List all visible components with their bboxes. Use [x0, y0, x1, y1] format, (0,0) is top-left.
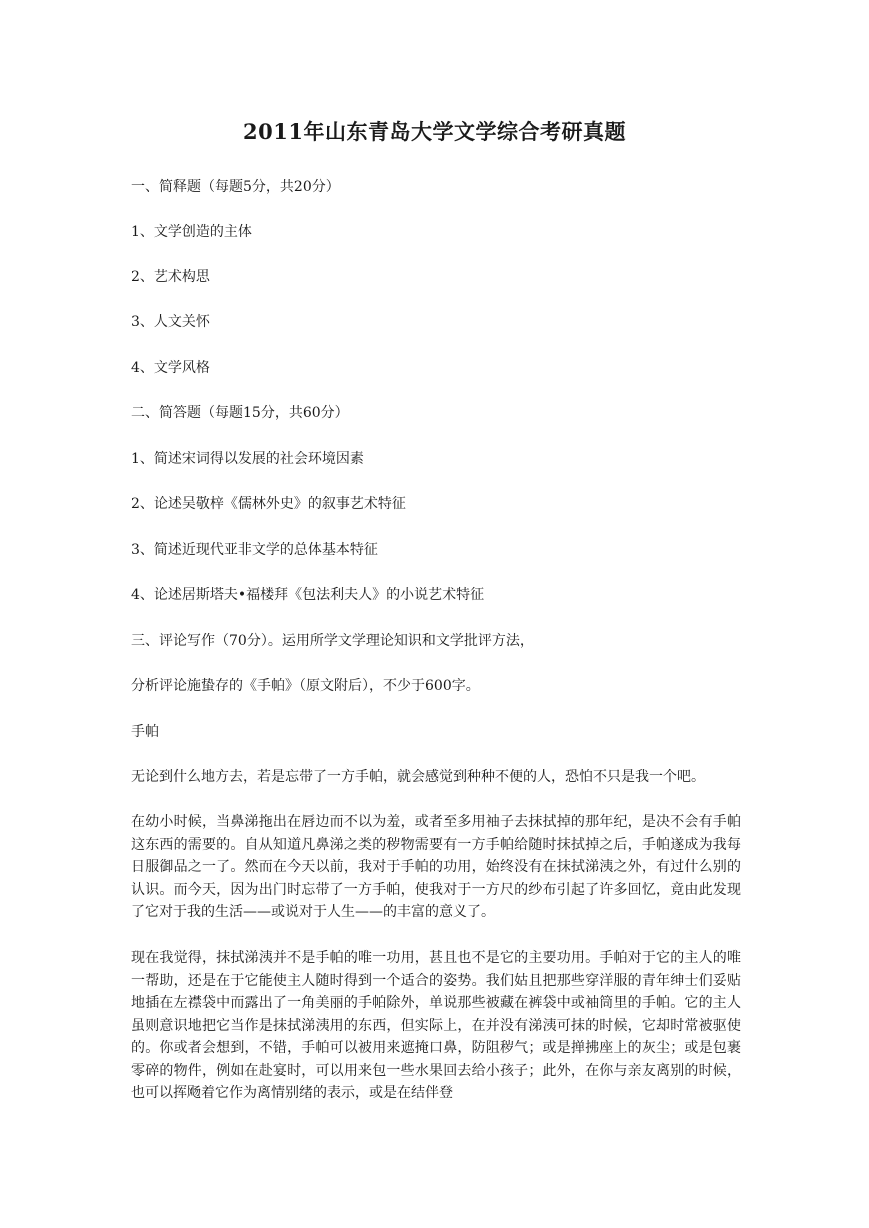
section-2-heading: 二、简答题（每题15分，共60分） — [131, 405, 349, 421]
section-1-heading: 一、简释题（每题5分，共20分） — [131, 179, 340, 195]
section-3-heading: 三、评论写作（70分）。运用所学文学理论知识和文学批评方法， — [131, 633, 534, 649]
section-2-item: 1、简述宋词得以发展的社会环境因素 — [131, 451, 364, 467]
section-2-item: 3、简述近现代亚非文学的总体基本特征 — [131, 542, 378, 558]
section-1-item: 4、文学风格 — [131, 360, 210, 376]
essay-paragraph: 现在我觉得，抹拭涕洟并不是手帕的唯一功用，甚且也不是它的主要功用。手帕对于它的主人的唯一帮助，还是在于它能使主人随时得到一个适合的姿势。我们姑且把那些穿洋服的青年绅士们妥贴地插在左襟袋中而露出了一角美丽的手帕除外，单说那些被藏在裤袋中或袖筒里的手帕。它的主人虽则意识地把它当作是抹拭涕洟用的东西，但实际上，在并没有涕洟可抹的时候，它却时常被驱使的。你或者会想到，不错，手帕可以被用来遮掩口鼻，防阻秽气；或是掸拂座上的灰尘；或是包裹零碎的物件，例如在赴宴时，可以用来包一些水果回去给小孩子；此外，在你与亲友离别的时候，也可以挥飏着它作为离情别绪的表示，或是在结伴登 — [131, 950, 741, 1101]
document-title: 2011年山东青岛大学文学综合考研真题 — [243, 119, 626, 144]
section-1-item: 2、艺术构思 — [131, 269, 210, 285]
essay-title: 手帕 — [131, 724, 159, 740]
essay-paragraph: 无论到什么地方去，若是忘带了一方手帕，就会感觉到种种不便的人，恐怕不只是我一个吧。 — [131, 769, 705, 785]
section-2-item: 4、论述居斯塔夫•福楼拜《包法利夫人》的小说艺术特征 — [131, 587, 485, 603]
section-3-instruction: 分析评论施蛰存的《手帕》（原文附后），不少于600字。 — [131, 678, 480, 694]
section-1-item: 3、人文关怀 — [131, 314, 210, 330]
essay-paragraph: 在幼小时候，当鼻涕拖出在唇边而不以为羞，或者至多用袖子去抹拭掉的那年纪，是决不会有手帕这东西的需要的。自从知道凡鼻涕之类的秽物需要有一方手帕给随时抹拭掉之后，手帕遂成为我每日服御品之一了。然而在今天以前，我对于手帕的功用，始终没有在抹拭涕洟之外，有过什么别的认识。而今天，因为出门时忘带了一方手帕，使我对于一方尺的纱布引起了许多回忆，竟由此发现了它对于我的生活——或说对于人生——的丰富的意义了。 — [131, 814, 741, 920]
section-2-item: 2、论述吴敬梓《儒林外史》的叙事艺术特征 — [131, 496, 406, 512]
section-1-item: 1、文学创造的主体 — [131, 224, 252, 240]
